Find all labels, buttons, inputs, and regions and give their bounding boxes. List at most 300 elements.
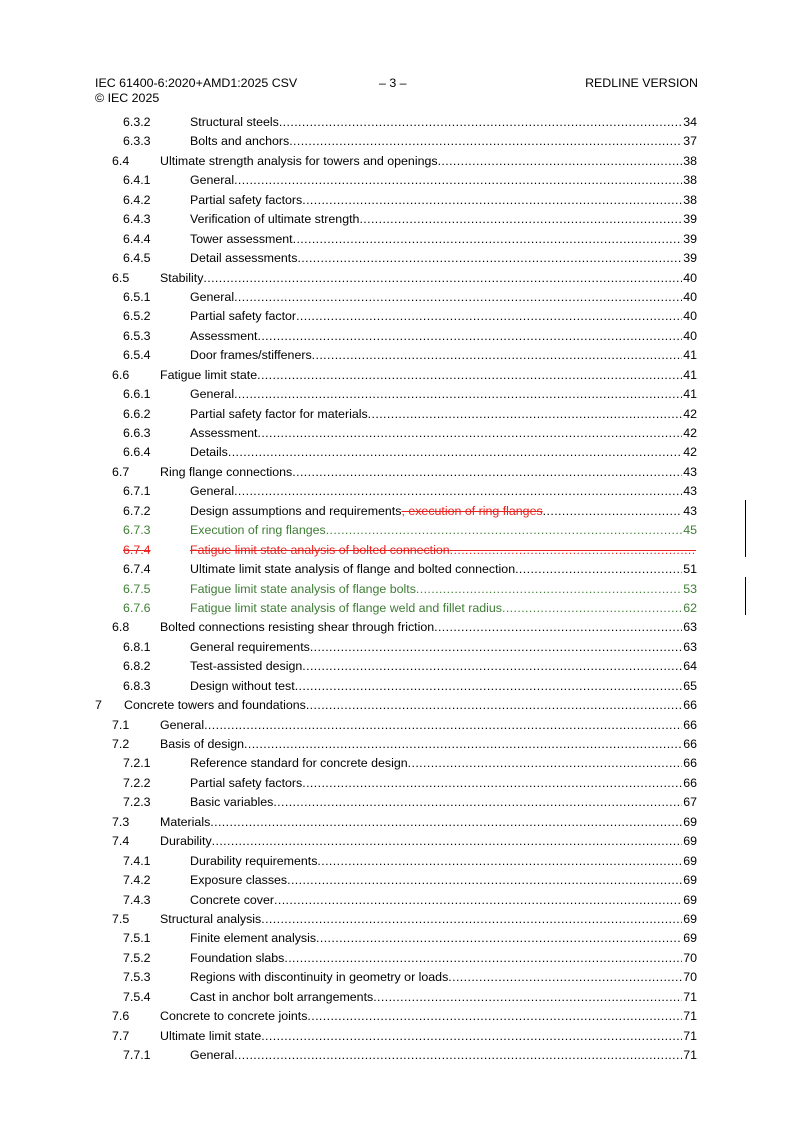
toc-entry-line: [160, 152, 697, 171]
toc-entry-number: 7.2.3: [123, 795, 151, 810]
toc-entry[interactable]: [0, 424, 793, 443]
dot-leader: [295, 677, 683, 696]
toc-entry-page: 40: [683, 328, 697, 343]
toc-entry-line: [190, 1046, 697, 1065]
toc-entry-number: 6.7.1: [123, 484, 151, 499]
toc-entry[interactable]: [0, 580, 793, 599]
toc-entry-title[interactable]: Partial safety factor: [190, 309, 297, 324]
dot-leader: [284, 949, 682, 968]
dot-leader: [416, 580, 682, 599]
toc-entry-line: [190, 638, 697, 657]
toc-entry-title[interactable]: Execution of ring flanges: [190, 523, 326, 538]
toc-entry-number: 7.5: [112, 911, 130, 926]
toc-entry-page: 40: [683, 309, 697, 324]
dot-leader: [297, 249, 682, 268]
toc-entry-title[interactable]: Fatigue limit state analysis of flange weld and fillet radius: [190, 600, 502, 615]
toc-entry-line: [190, 327, 697, 346]
toc-entry-page: 69: [683, 892, 697, 907]
toc-entry[interactable]: [0, 327, 793, 346]
toc-entry[interactable]: [0, 949, 793, 968]
toc-entry[interactable]: [0, 599, 793, 618]
toc-entry-line: [190, 852, 697, 871]
toc-entry-line: [190, 230, 697, 249]
toc-entry[interactable]: [0, 405, 793, 424]
dot-leader: [257, 327, 682, 346]
toc-entry-number: 6.3.3: [123, 134, 151, 149]
toc-entry-page: 43: [683, 484, 697, 499]
toc-entry-page: 43: [683, 503, 697, 518]
toc-entry-page: 69: [683, 853, 697, 868]
toc-entry-number: 6.8.2: [123, 659, 151, 674]
toc-entry-line: [160, 366, 697, 385]
dot-leader: [261, 910, 682, 929]
toc-entry-number: 7.4.3: [123, 892, 151, 907]
toc-entry-line: [190, 346, 697, 365]
toc-entry-number: 6.8.1: [123, 639, 151, 654]
dot-leader: [316, 929, 682, 948]
toc-entry-title[interactable]: Finite element analysis: [190, 931, 317, 946]
dot-leader: [302, 774, 682, 793]
toc-entry-title[interactable]: Foundation slabs: [190, 950, 285, 965]
toc-entry-number: 6.5.3: [123, 328, 151, 343]
toc-entry-number: 7.5.2: [123, 950, 151, 965]
dot-leader: [234, 171, 682, 190]
toc-entry-number: 6.7.3: [123, 523, 151, 538]
dot-leader: [204, 716, 682, 735]
toc-entry-title[interactable]: Test-assisted design: [190, 659, 303, 674]
toc-entry-number: 7: [95, 698, 102, 713]
toc-entry-line: [160, 618, 697, 637]
toc-entry-page: 69: [683, 814, 697, 829]
toc-entry-number: 7.4.1: [123, 853, 151, 868]
dot-leader: [210, 813, 682, 832]
toc-entry[interactable]: [0, 269, 793, 288]
toc-entry-page: 64: [683, 659, 697, 674]
toc-entry[interactable]: [0, 560, 793, 579]
toc-entry-number: 6.6.1: [123, 387, 151, 402]
toc-entry-number: 6.8.3: [123, 678, 151, 693]
toc-entry[interactable]: [0, 385, 793, 404]
toc-entry-title[interactable]: Fatigue limit state analysis of bolted connection: [190, 542, 450, 557]
dot-leader: [408, 754, 683, 773]
toc-entry-title[interactable]: Regions with discontinuity in geometry or loads: [190, 970, 449, 985]
toc-entry-page: 38: [683, 153, 697, 168]
toc-entry-page: 69: [683, 931, 697, 946]
toc-entry-title[interactable]: Door frames/stiffeners: [190, 348, 312, 363]
toc-entry-page: 37: [683, 134, 697, 149]
toc-entry-line: [190, 657, 697, 676]
toc-entry-number: 7.7: [112, 1028, 130, 1043]
toc-entry[interactable]: [0, 832, 793, 851]
toc-entry[interactable]: [0, 113, 793, 132]
toc-entry-page: 71: [683, 1028, 697, 1043]
dot-leader: [234, 1046, 682, 1065]
dot-leader: [317, 852, 682, 871]
toc-entry-number: 7.3: [112, 814, 130, 829]
toc-entry-page: 66: [683, 737, 697, 751]
toc-entry-title[interactable]: Assessment: [190, 426, 258, 440]
toc-entry[interactable]: [0, 152, 793, 171]
dot-leader: [293, 230, 683, 249]
toc-entry-number: 6.4: [112, 153, 130, 168]
toc-entry-number: 7.2: [112, 737, 130, 751]
toc-entry-line: [190, 249, 697, 268]
toc-entry[interactable]: [0, 852, 793, 871]
toc-entry-title[interactable]: Partial safety factors: [190, 775, 303, 790]
toc-entry-title[interactable]: General: [190, 484, 235, 499]
toc-entry-title[interactable]: Bolted connections resisting shear through friction: [160, 620, 435, 635]
toc-entry[interactable]: [0, 754, 793, 773]
dot-leader: [287, 871, 682, 890]
toc-entry-title[interactable]: General: [190, 173, 235, 188]
toc-entry[interactable]: [0, 132, 793, 151]
toc-entry-number: 7.2.2: [123, 775, 151, 790]
toc-entry-title[interactable]: Stability: [160, 270, 204, 285]
dot-leader: [212, 832, 683, 851]
toc-entry-line: [190, 949, 697, 968]
toc-entry-number: 7.7.1: [123, 1048, 151, 1062]
toc-entry-number: 6.7.2: [123, 503, 151, 518]
toc-entry-line: [190, 793, 697, 812]
toc-entry-page: 45: [683, 523, 697, 538]
toc-entry-line: [190, 968, 697, 987]
toc-entry-page: 34: [683, 115, 697, 129]
toc-entry-page: 42: [683, 445, 697, 460]
toc-entry-number: 7.4: [112, 834, 130, 849]
toc-entry-page: 69: [683, 834, 697, 849]
toc-entry-line: [160, 813, 697, 832]
toc-entry[interactable]: [0, 463, 793, 482]
toc-entry[interactable]: [0, 716, 793, 735]
toc-entry-page: 71: [683, 1009, 697, 1024]
header-version-label: REDLINE VERSION: [585, 76, 698, 90]
toc-entry-title[interactable]: Durability: [160, 834, 212, 849]
toc-entry-title[interactable]: General: [190, 1048, 235, 1062]
toc-entry-number: 7.6: [112, 1009, 130, 1024]
toc-entry-number: 6.7.4: [123, 562, 151, 577]
toc-entry-title[interactable]: Details: [190, 445, 228, 460]
toc-entry-title[interactable]: Fatigue limit state: [160, 367, 258, 382]
toc-entry[interactable]: [0, 891, 793, 910]
toc-entry-number: 7.5.3: [123, 970, 151, 985]
toc-entry-title[interactable]: General: [190, 289, 235, 304]
dot-leader: [359, 210, 682, 229]
toc-entry-number: 6.7.5: [123, 581, 151, 596]
dot-leader: [302, 191, 682, 210]
toc-entry[interactable]: [0, 657, 793, 676]
toc-entry-line: [190, 929, 697, 948]
toc-entry-title[interactable]: Concrete towers and foundations: [124, 698, 306, 713]
toc-entry[interactable]: [0, 988, 793, 1007]
toc-entry-page: 41: [683, 387, 697, 402]
toc-entry-title[interactable]: Design assumptions and requirements: [190, 503, 402, 518]
toc-entry[interactable]: [0, 541, 793, 560]
toc-entry-number: 6.3.2: [123, 115, 151, 129]
toc-entry-page: 42: [683, 406, 697, 421]
toc-entry-title[interactable]: Tower assessment: [190, 231, 293, 246]
dot-leader: [234, 482, 682, 501]
dot-leader: [234, 385, 682, 404]
toc-entry[interactable]: [0, 1007, 793, 1026]
toc-entry-page: 69: [683, 911, 697, 926]
toc-entry-line: [190, 210, 697, 229]
toc-entry[interactable]: [0, 968, 793, 987]
toc-entry-number: 6.4.3: [123, 212, 151, 227]
toc-entry-title[interactable]: Ultimate limit state: [160, 1028, 262, 1043]
toc-entry[interactable]: [0, 366, 793, 385]
toc-entry[interactable]: [0, 346, 793, 365]
toc-entry-page: 65: [683, 678, 697, 693]
toc-entry-line: [190, 754, 697, 773]
toc-entry-line: [190, 132, 697, 151]
toc-entry[interactable]: [0, 191, 793, 210]
toc-entry[interactable]: [0, 171, 793, 190]
toc-entry-number: 6.6.4: [123, 445, 151, 460]
toc-entry[interactable]: [0, 774, 793, 793]
toc-entry[interactable]: [0, 618, 793, 637]
toc-entry-number: 7.2.1: [123, 756, 151, 771]
toc-entry-line: [190, 521, 697, 540]
toc-entry-number: 6.5.1: [123, 289, 151, 304]
toc-entry-number: 7.5.4: [123, 989, 151, 1004]
toc-entry-title[interactable]: Partial safety factor for materials: [190, 406, 368, 421]
toc-entry-page: 69: [683, 873, 697, 888]
toc-entry-line: [190, 405, 697, 424]
toc-entry-number: 6.4.1: [123, 173, 151, 188]
dot-leader: [292, 463, 682, 482]
toc-entry-line: [190, 502, 697, 521]
toc-entry-title[interactable]: General: [160, 717, 205, 732]
copyright-notice: © IEC 2025: [95, 91, 160, 105]
toc-entry[interactable]: [0, 210, 793, 229]
toc-entry[interactable]: [0, 929, 793, 948]
toc-entry[interactable]: [0, 1046, 793, 1065]
toc-entry-page: 40: [683, 289, 697, 304]
toc-entry-number: 6.4.5: [123, 251, 151, 266]
toc-entry-page: 66: [683, 775, 697, 790]
toc-entry-number: 6.8: [112, 620, 130, 635]
dot-leader: [279, 113, 682, 132]
toc-entry[interactable]: [0, 813, 793, 832]
toc-entry-line: [190, 988, 697, 1007]
toc-entry-title[interactable]: Basic variables: [190, 795, 274, 810]
dot-leader: [307, 1007, 682, 1026]
toc-entry[interactable]: [0, 1027, 793, 1046]
toc-entry-title[interactable]: Fatigue limit state analysis of flange bolts: [190, 581, 416, 596]
toc-entry-title[interactable]: Cast in anchor bolt arrangements: [190, 989, 374, 1004]
toc-entry-line: [190, 171, 697, 190]
dot-leader: [312, 346, 683, 365]
toc-entry-line: [190, 385, 697, 404]
toc-entry-page: 41: [683, 348, 697, 363]
toc-entry-number: 6.6.3: [123, 426, 151, 440]
toc-entry-number: 6.4.2: [123, 192, 151, 207]
dot-leader: [296, 307, 682, 326]
toc-entry-number: 6.7: [112, 464, 130, 479]
toc-entry-page: 40: [683, 270, 697, 285]
dot-leader: [450, 541, 696, 560]
toc-entry-page: 62: [683, 600, 697, 615]
toc-entry[interactable]: [0, 230, 793, 249]
toc-entry-line: [190, 891, 697, 910]
dot-leader: [515, 560, 682, 579]
dot-leader: [228, 443, 682, 462]
toc-entry-line: [190, 871, 697, 890]
toc-entry-title[interactable]: Concrete to concrete joints: [160, 1009, 308, 1024]
dot-leader: [310, 638, 682, 657]
toc-entry-number: 6.5.4: [123, 348, 151, 363]
toc-entry-number: 6.7.6: [123, 600, 151, 615]
dot-leader: [289, 132, 682, 151]
toc-entry-line: [190, 774, 697, 793]
toc-entry-page: 63: [683, 620, 697, 635]
toc-entry[interactable]: [0, 696, 793, 715]
change-bar: [745, 577, 746, 615]
toc-entry-page: 38: [683, 173, 697, 188]
toc-entry-number: 7.5.1: [123, 931, 151, 946]
toc-entry-line: [190, 191, 697, 210]
toc-entry-line: [160, 1027, 697, 1046]
toc-entry-line: [190, 113, 697, 132]
toc-entry-line: [190, 677, 697, 696]
toc-entry[interactable]: [0, 443, 793, 462]
toc-entry[interactable]: [0, 249, 793, 268]
toc-entry-page: 63: [683, 639, 697, 654]
table-of-contents: [0, 113, 793, 1065]
toc-entry-number: 6.5.2: [123, 309, 151, 324]
toc-entry[interactable]: [0, 307, 793, 326]
toc-entry-title[interactable]: Structural analysis: [160, 911, 262, 926]
page-number: – 3 –: [379, 76, 407, 90]
dot-leader: [261, 1027, 682, 1046]
toc-entry-page: 71: [683, 989, 697, 1004]
dot-leader: [306, 696, 682, 715]
toc-entry-number: 7.1: [112, 717, 130, 732]
toc-entry-page: 53: [683, 581, 697, 596]
toc-entry-line: [160, 463, 697, 482]
toc-entry-line: [190, 580, 697, 599]
toc-entry-title[interactable]: Ring flange connections: [160, 464, 293, 479]
toc-entry-title[interactable]: Exposure classes: [190, 873, 288, 888]
dot-leader: [543, 502, 683, 521]
toc-entry[interactable]: [0, 677, 793, 696]
toc-entry-title[interactable]: Durability requirements: [190, 853, 318, 868]
toc-entry-page: 38: [683, 192, 697, 207]
toc-entry[interactable]: [0, 521, 793, 540]
dot-leader: [368, 405, 683, 424]
toc-entry-line: [190, 482, 697, 501]
toc-entry-line: [124, 696, 697, 715]
toc-entry-page: 70: [683, 950, 697, 965]
change-bar: [745, 500, 746, 557]
toc-entry-line: [160, 832, 697, 851]
toc-entry[interactable]: [0, 910, 793, 929]
toc-entry-title[interactable]: Assessment: [190, 328, 258, 343]
toc-entry-line: [190, 288, 697, 307]
toc-entry-title[interactable]: Bolts and anchors: [190, 134, 290, 149]
toc-entry-line: [160, 269, 697, 288]
dot-leader: [434, 618, 682, 637]
header-standard-id: IEC 61400-6:2020+AMD1:2025 CSV: [95, 76, 298, 90]
dot-leader: [203, 269, 682, 288]
toc-entry-number: 6.4.4: [123, 231, 151, 246]
toc-entry-number: 6.7.4: [123, 542, 151, 557]
toc-entry-line: [160, 735, 697, 754]
dot-leader: [302, 657, 682, 676]
dot-leader: [502, 599, 682, 618]
toc-entry-title[interactable]: Design without test: [190, 678, 295, 693]
toc-entry-line: [190, 307, 697, 326]
toc-entry-number: 6.6.2: [123, 406, 151, 421]
toc-entry-page: 39: [683, 212, 697, 227]
dot-leader: [326, 521, 683, 540]
toc-entry-title[interactable]: Concrete cover: [190, 892, 275, 907]
toc-entry-deleted-text: , execution of ring flanges: [401, 503, 543, 518]
dot-leader: [234, 288, 682, 307]
toc-entry-title[interactable]: Reference standard for concrete design: [190, 756, 408, 771]
dot-leader: [244, 735, 682, 754]
toc-entry[interactable]: [0, 638, 793, 657]
toc-entry-line: [190, 443, 697, 462]
toc-entry-title[interactable]: Partial safety factors: [190, 192, 303, 207]
dot-leader: [438, 152, 683, 171]
toc-entry-page: 39: [683, 251, 697, 266]
toc-entry-number: 7.4.2: [123, 873, 151, 888]
dot-leader: [257, 366, 682, 385]
toc-entry-line: [190, 541, 697, 560]
toc-entry-title[interactable]: General: [190, 387, 235, 402]
toc-entry[interactable]: [0, 735, 793, 754]
toc-entry-title[interactable]: Ultimate strength analysis for towers and openings: [160, 153, 438, 168]
toc-entry-title[interactable]: Basis of design: [160, 737, 245, 751]
toc-entry-title[interactable]: General requirements: [190, 639, 310, 654]
toc-entry[interactable]: [0, 871, 793, 890]
toc-entry-number: 6.5: [112, 270, 130, 285]
toc-entry-title[interactable]: Ultimate limit state analysis of flange and bolted connection: [190, 562, 516, 577]
toc-entry-number: 6.6: [112, 367, 130, 382]
toc-entry-page: 41: [683, 367, 697, 382]
toc-entry-page: 66: [683, 698, 697, 713]
toc-entry-page: 66: [683, 717, 697, 732]
toc-entry-title[interactable]: Verification of ultimate strength: [190, 212, 360, 227]
dot-leader: [373, 988, 682, 1007]
dot-leader: [273, 793, 682, 812]
toc-entry-page: 71: [683, 1048, 697, 1062]
toc-entry-title[interactable]: Materials: [160, 814, 211, 829]
dot-leader: [448, 968, 682, 987]
toc-entry-page: 43: [683, 464, 697, 479]
toc-entry[interactable]: [0, 502, 793, 521]
dot-leader: [274, 891, 682, 910]
toc-entry[interactable]: [0, 793, 793, 812]
toc-entry-page: 51: [683, 562, 697, 577]
toc-entry-line: [160, 910, 697, 929]
toc-entry-page: 39: [683, 231, 697, 246]
toc-entry-page: 70: [683, 970, 697, 985]
toc-entry-line: [160, 1007, 697, 1026]
toc-entry-page: 66: [683, 756, 697, 771]
toc-entry-title[interactable]: Structural steels: [190, 115, 279, 129]
toc-entry-line: [190, 424, 697, 443]
toc-entry-title[interactable]: Detail assessments: [190, 251, 298, 266]
toc-entry-line: [160, 716, 697, 735]
toc-entry[interactable]: [0, 482, 793, 501]
toc-entry-page: 42: [683, 426, 697, 440]
dot-leader: [257, 424, 682, 443]
toc-entry-page: 67: [683, 795, 697, 810]
toc-entry[interactable]: [0, 288, 793, 307]
toc-entry-line: [190, 599, 697, 618]
